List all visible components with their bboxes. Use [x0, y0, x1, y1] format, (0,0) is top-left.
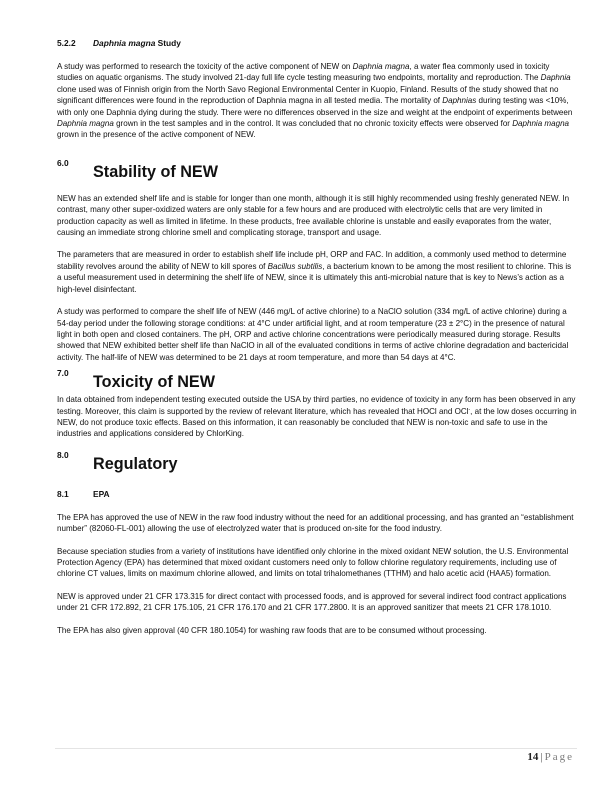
page-number: 14: [527, 751, 539, 763]
heading-8-0: [57, 449, 577, 474]
heading-number: 7.0: [57, 368, 69, 379]
heading-title: Stability of NEW: [93, 162, 219, 181]
epa-paragraph-2: Because speciation studies from a variety of institutions have identified only chlorine in the mixed oxidant NEW solution, the U.S. Environmental Protection Agency (EPA) has determined that mixed oxidant customers need only to follow chlorine regulatory requirements, including use of chlorine CT values, limits on maximum chlorine allowed, and limits on total trihalomethanes (TTHM) and halo acetic acid (HAA5) formation.: [57, 546, 569, 579]
page-number-footer: [527, 751, 574, 763]
epa-paragraph-1: The EPA has approved the use of NEW in the raw food industry without the need for an additional processing, and has granted an “establishment number” (82060-FL-001) allowing the use of electrolyzed water that is produced on-site for the food industry.: [57, 512, 574, 534]
footer-divider: [55, 748, 577, 749]
text-run: , a bacterium known to be among the most resilient to chlorine. This is a useful measurement used in determining the shelf life of NEW, since it is ultimately this anti-microbial nature that is key to News’s action as a high-level disinfectant.: [57, 261, 572, 294]
page-content: [57, 37, 577, 636]
epa-paragraph-3: NEW is approved under 21 CFR 173.315 for direct contact with processed foods, and is approved for several indirect food contract applications under 21 CFR 172.892, 21 CFR 175.105, 21 CFR 176.170 and 21 CFR 177.2800. It is an approved sanitizer that meets 21 CFR 178.1010.: [57, 591, 567, 613]
species-name: Daphnia magna: [57, 119, 114, 129]
heading-title: Regulatory: [93, 454, 178, 473]
text-run: The parameters that are measured in order to establish shelf life include pH, ORP and FAC. In addition, a commonly used method to determine stability revolves around the ability of NEW to kill spores of: [57, 250, 567, 271]
text-run: during testing was <10%, with only one Daphnia dying during the study. There were no differences observed in the size and weight at the endpoint of experiments between: [57, 96, 573, 117]
heading-number: 8.1: [57, 488, 69, 499]
heading-title: [93, 37, 181, 49]
footer-separator: |: [540, 751, 543, 763]
heading-6-0: [57, 157, 577, 182]
toxicity-paragraph: [57, 394, 577, 440]
text-run: A study was performed to research the toxicity of the active component of NEW on: [57, 62, 353, 71]
heading-7-0: [57, 367, 577, 392]
epa-paragraph-4: The EPA has also given approval (40 CFR 180.1054) for washing raw foods that are to be consumed without processing.: [57, 625, 487, 635]
heading-title: EPA: [93, 488, 110, 499]
superscript: -: [468, 405, 471, 412]
page-word: Page: [544, 751, 574, 763]
heading-number: 6.0: [57, 157, 69, 168]
text-run: In data obtained from independent testing executed outside the USA by third parties, no evidence of toxicity in any form has been observed in any testing. Moreover, this claim is supported by the review of relevant literature, which has revealed that HOCl and OCl: [57, 395, 576, 416]
heading-5-2-2: [57, 37, 577, 49]
species-name: Bacillus subtilis: [267, 261, 323, 271]
stability-paragraph-1: NEW has an extended shelf life and is stable for longer than one month, although it is still highly recommended using freshly generated NEW. In contrast, many other super-oxidized waters are only stable for a few hours and are produced with electrolytic cells that are very limited in production capacity as well as limited in lifetime. In these products, free available chlorine is unstable and easily evaporates from the water, causing an immediate strong chlorine smell and complicating storage, transport and usage.: [57, 193, 570, 238]
heading-8-1: [57, 488, 577, 500]
species-name: Daphnia: [540, 73, 571, 83]
daphnia-study-paragraph: [57, 61, 577, 141]
stability-paragraph-2: [57, 249, 577, 295]
text-run: grown in the test samples and in the control. It was concluded that no chronic toxicity effects were observed for: [113, 119, 513, 129]
species-name: Daphnia magna: [352, 62, 410, 71]
heading-number: 8.0: [57, 449, 69, 460]
text-run: , at the low doses occurring in NEW, do not produce toxic effects. Based on this information, it can reasonably be concluded that NEW is non-toxic and safe to use in the industries and applications considered by ChlorKing.: [57, 406, 577, 439]
text-run: clone used was of Finnish origin from the North Savo Regional Environmental Center in Kuopio, Finland. Results of the study showed that no significant differences were found in the reproduction of Daphnia magna in all tested media. The mortality of: [57, 84, 559, 106]
species-name: Daphnia magna: [512, 119, 570, 129]
heading-number: 5.2.2: [57, 38, 76, 48]
heading-title-rest: Study: [155, 38, 181, 48]
stability-paragraph-3: A study was performed to compare the shelf life of NEW (446 mg/L of active chlorine) to a NaClO solution (334 mg/L of active chlorine) during a 54-day period under the following storage conditions: at 4°C under artificial light, and at room temperature (23 ± 2°C) in the presence of natural light in both open and closed containers. The pH, ORP and active chlorine concentrations were periodically measured during storage. Results showed that NEW exhibited better shelf life than NaClO in all of the evaluated conditions in terms of active chlorine degradation and bactericidal activity. The half-life of NEW was determined to be 21 days at room temperature, and more than 54 days at 4°C.: [57, 307, 569, 362]
species-name: Daphnias: [442, 96, 477, 106]
text-run: , a water flea commonly used in toxicity studies on aquatic organisms. The study involved 21-day full life cycle testing measuring two endpoints, mortality and reproduction. The: [57, 62, 550, 83]
heading-title-italic: Daphnia magna: [93, 38, 156, 48]
text-run: grown in the presence of the active component of NEW.: [57, 130, 256, 140]
heading-title: Toxicity of NEW: [93, 373, 216, 392]
